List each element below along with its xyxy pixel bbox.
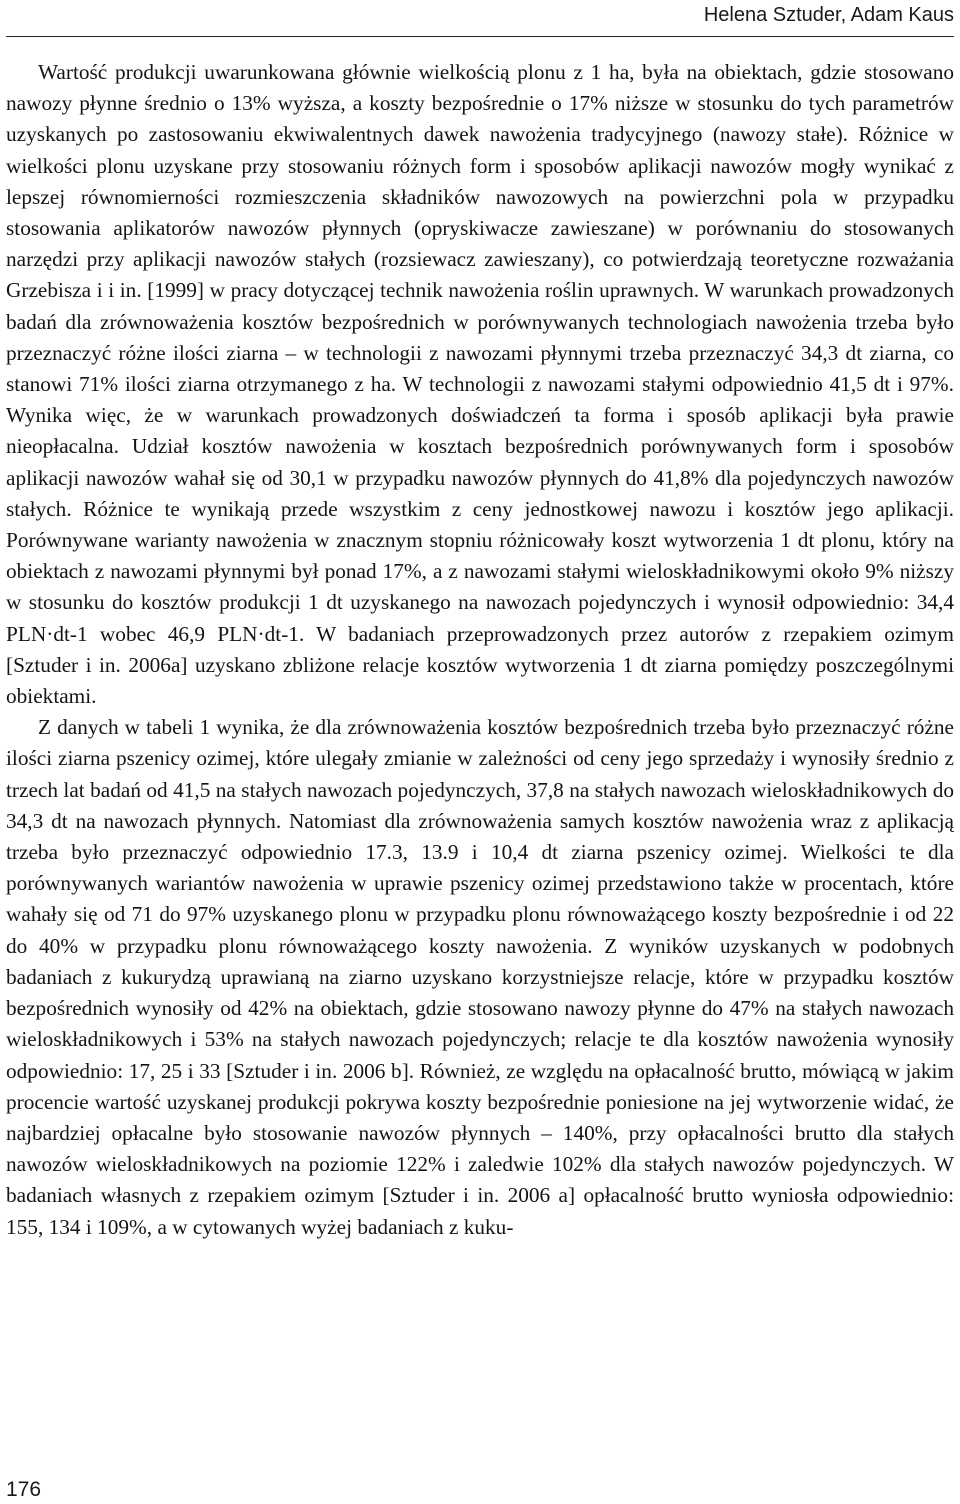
- header-divider: [6, 36, 954, 37]
- paragraph-1: Wartość produkcji uwarunkowana głównie wielkością plonu z 1 ha, była na obiektach, gdzie stosowano nawozy płynne średnio o 13% wyższa, a koszty bezpośrednie o 17% niższe w stosunku do tych parametrów uzyskanych po zastosowaniu ekwiwalentnych dawek nawożenia tradycyjnego (nawozy stałe). Różnice w wielkości plonu uzyskane przy stosowaniu różnych form i sposobów aplikacji nawozów mogły wynikać z lepszej równomierności rozmieszczenia składników nawozowych na powierzchni pola w przypadku stosowania aplikatorów nawozów płynnych (opryskiwacze zawieszane) w porównaniu do stosowanych narzędzi przy aplikacji nawozów stałych (rozsiewacz zawieszany), co potwierdzają teoretyczne rozważania Grzebisza i i in. [1999] w pracy dotyczącej technik nawożenia roślin uprawnych. W warunkach prowadzonych badań dla zrównoważenia kosztów bezpośrednich w porównywanych technologiach nawożenia trzeba było przeznaczyć różne ilości ziarna – w technologii z nawozami płynnymi trzeba przeznaczyć 34,3 dt ziarna, co stanowi 71% ilości ziarna otrzymanego z ha. W technologii z nawozami stałymi odpowiednio 41,5 dt i 97%. Wynika więc, że w warunkach prowadzonych doświadczeń ta forma i sposób aplikacji była prawie nieopłacalna. Udział kosztów nawożenia w kosztach bezpośrednich porównywanych form i sposobów aplikacji nawozów wahał się od 30,1 w przypadku nawozów płynnych do 41,8% dla pojedynczych nawozów stałych. Różnice te wynikają przede wszystkim z ceny jednostkowej nawozu i kosztów jego aplikacji. Porównywane warianty nawożenia w znacznym stopniu różnicowały koszt wytworzenia 1 dt plonu, który na obiektach z nawozami płynnymi był ponad 17%, a z nawozami stałymi wieloskładnikowymi około 9% niższy w stosunku do kosztów produkcji 1 dt uzyskanego na nawozach pojedynczych i wynosił odpowiednio: 34,4 PLN·dt-1 wobec 46,9 PLN·dt-1. W badaniach przeprowadzonych przez autorów z rzepakiem ozimym [Sztuder i in. 2006a] uzyskano zbliżone relacje kosztów wytworzenia 1 dt ziarna pomiędzy poszczególnymi obiektami.: [6, 60, 954, 709]
- body-text: [6, 57, 954, 1243]
- paragraph-2: Z danych w tabeli 1 wynika, że dla zrównoważenia kosztów bezpośrednich trzeba było przeznaczyć różne ilości ziarna pszenicy ozimej, które ulegały zmianie w zależności od ceny jego sprzedaży i wynosiły średnio z trzech lat badań od 41,5 na stałych nawozach pojedynczych, 37,8 na stałych nawozach wieloskładnikowych do 34,3 dt na nawozach płynnych. Natomiast dla zrównoważenia samych kosztów nawożenia wraz z aplikacją trzeba było przeznaczyć odpowiednio 17.3, 13.9 i 10,4 dt ziarna pszenicy ozimej. Wielkości te dla porównywanych wariantów nawożenia w uprawie pszenicy ozimej przedstawiono także w procentach, które wahały się od 71 do 97% uzyskanego plonu w przypadku plonu równoważącego koszty bezpośrednie i od 22 do 40% w przypadku plonu równoważącego koszty nawożenia. Z wyników uzyskanych w podobnych badaniach z kukurydzą uprawianą na ziarno uzyskano korzystniejsze relacje, które w przypadku kosztów bezpośrednich wynosiły od 42% na obiektach, gdzie stosowano nawozy płynne do 47% na stałych nawozach wieloskładnikowych i 53% na stałych nawozach pojedynczych; relacje te dla kosztów nawożenia wynosiły odpowiednio: 17, 25 i 33 [Sztuder i in. 2006 b]. Również, ze względu na opłacalność brutto, mówiącą w jakim procencie wartość uzyskanej produkcji pokrywa koszty bezpośrednie poniesione na jej wytworzenie widać, że najbardziej opłacalne było stosowanie nawozów płynnych – 140%, przy opłacalności brutto dla stałych nawozów wieloskładnikowych na poziomie 122% i zaledwie 102% dla stałych nawozów pojedynczych. W badaniach własnych z rzepakiem ozimym [Sztuder i in. 2006 a] opłacalność brutto wyniosła odpowiednio: 155, 134 i 109%, a w cytowanych wyżej badaniach z kuku-: [6, 715, 954, 1239]
- page-number: 176: [6, 1478, 42, 1501]
- running-header-authors: Helena Sztuder, Adam Kaus: [703, 4, 954, 26]
